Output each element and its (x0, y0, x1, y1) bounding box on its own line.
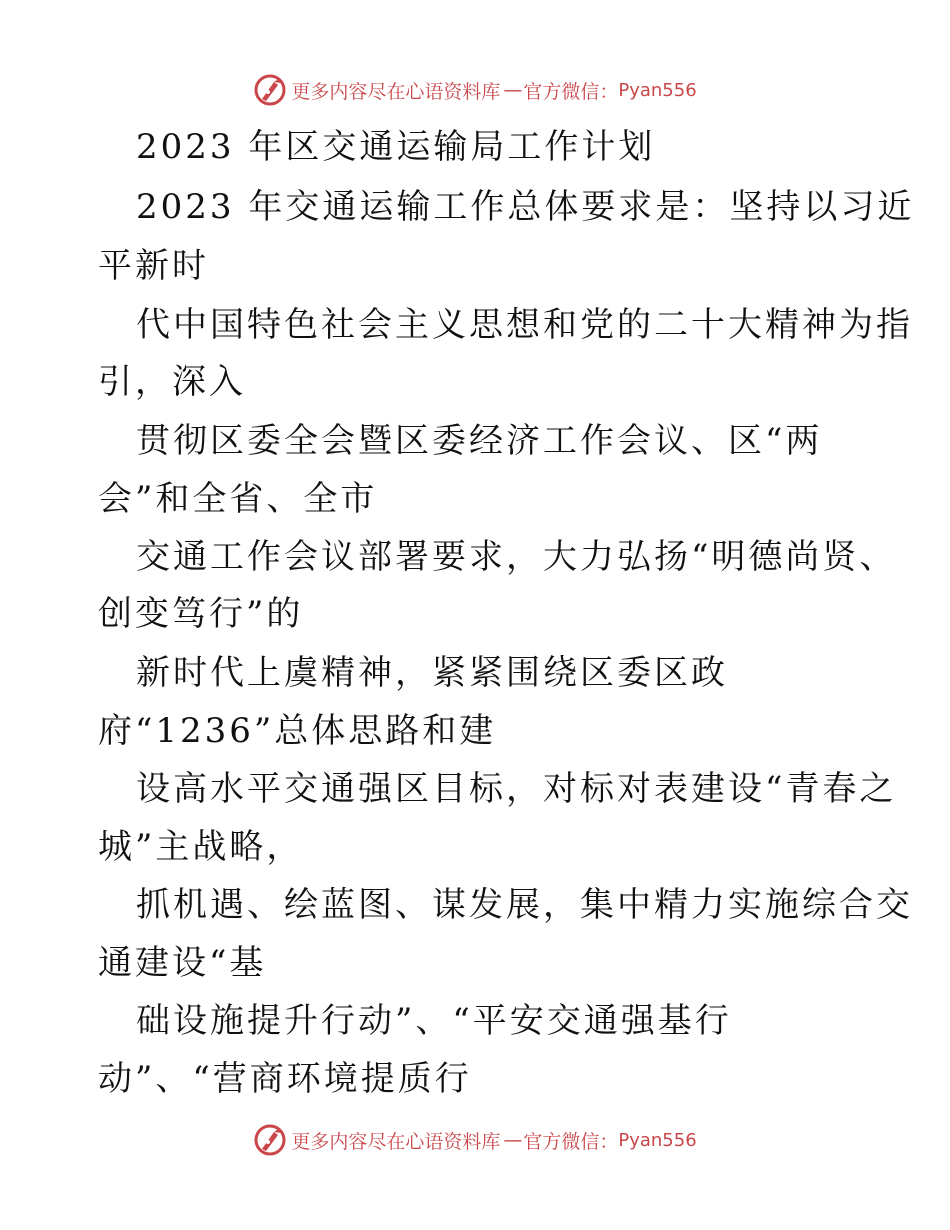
watermark-wechat-id: Pyan556 (618, 1129, 697, 1151)
body-line: 抓机遇、绘蓝图、谋发展，集中精力实施综合交 (136, 885, 913, 925)
body-line: 府“1236”总体思路和建 (98, 711, 497, 751)
watermark-footer (0, 1120, 950, 1160)
body-line: 创变笃行”的 (98, 594, 304, 634)
body-line: 引，深入 (98, 362, 246, 402)
pen-logo-icon (253, 1123, 287, 1157)
body-line: 代中国特色社会主义思想和党的二十大精神为指 (136, 305, 913, 345)
body-line: 新时代上虞精神，紧紧围绕区委区政 (136, 653, 728, 693)
watermark-wechat-label: 官方微信： (523, 1130, 619, 1153)
body-line: 交通工作会议部署要求，大力弘扬“明德尚贤、 (136, 537, 897, 577)
body-line: 2023 年交通运输工作总体要求是：坚持以习近 (136, 187, 915, 227)
pen-logo-icon (253, 73, 287, 107)
body-line: 设高水平交通强区目标，对标对表建设“青春之 (136, 769, 897, 809)
watermark-separator: — (503, 1129, 521, 1151)
body-line: 会”和全省、全市 (98, 479, 378, 519)
watermark-brand: 更多内容尽在心语资料库 (291, 80, 501, 103)
watermark-brand: 更多内容尽在心语资料库 (291, 1130, 501, 1153)
watermark-separator: — (503, 79, 521, 101)
body-line: 贯彻区委全会暨区委经济工作会议、区“两 (136, 421, 823, 461)
body-line: 础设施提升行动”、“平安交通强基行 (136, 1001, 732, 1041)
body-line: 动”、“营商环境提质行 (98, 1059, 472, 1099)
watermark-header (0, 70, 950, 110)
document-title: 2023 年区交通运输局工作计划 (136, 127, 656, 167)
body-line: 通建设“基 (98, 943, 267, 983)
body-line: 城”主战略， (98, 827, 304, 867)
watermark-wechat-label: 官方微信： (523, 80, 619, 103)
watermark-wechat-id: Pyan556 (618, 79, 697, 101)
body-line: 平新时 (98, 246, 209, 286)
